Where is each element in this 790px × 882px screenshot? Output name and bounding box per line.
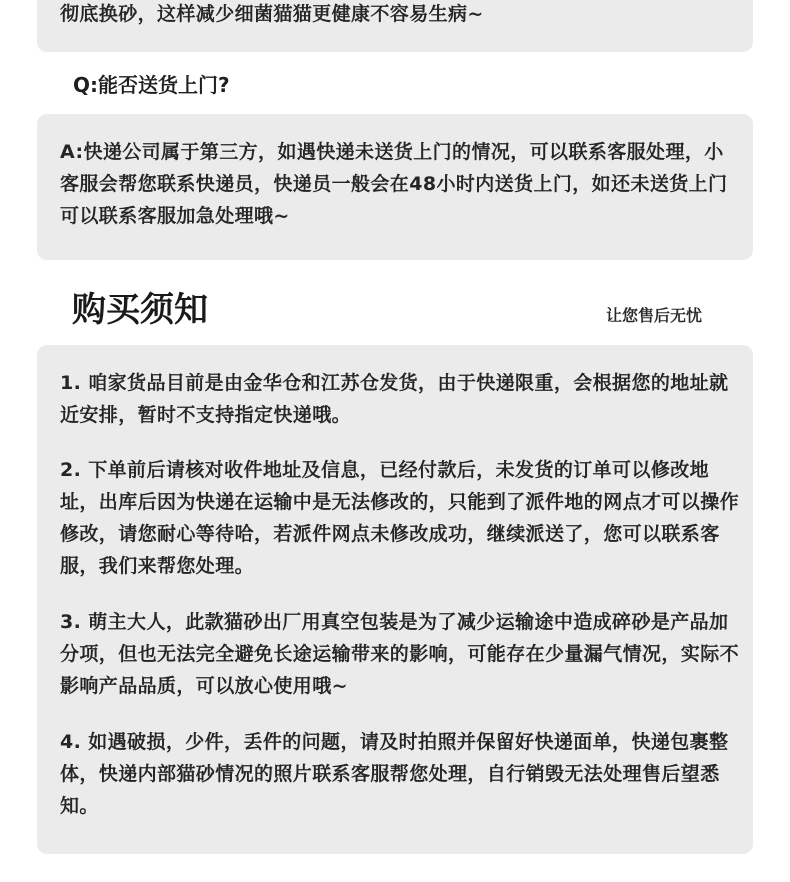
notice-item: 3. 萌主大人，此款猫砂出厂用真空包装是为了减少运输途中造成碎砂是产品加分项，但也无法完全避免长途运输带来的影响，可能存在少量漏气情况，实际不影响产品品质，可以放心使用哦~ xyxy=(60,611,740,697)
section-title: 购买须知 xyxy=(72,290,208,330)
faq-answer-card-previous xyxy=(37,0,753,52)
faq-question: Q:能否送货上门? xyxy=(73,73,230,97)
notice-item: 4. 如遇破损，少件，丢件的问题，请及时拍照并保留好快递面单，快递包裹整体，快递内部猫砂情况的照片联系客服帮您处理，自行销毁无法处理售后望悉知。 xyxy=(60,731,729,817)
faq-answer-text: 彻底换砂，这样减少细菌猫猫更健康不容易生病~ xyxy=(60,3,484,25)
notice-item: 1. 咱家货品目前是由金华仓和江苏仓发货，由于快递限重，会根据您的地址就近安排，暂时不支持指定快递哦。 xyxy=(60,372,729,426)
faq-answer-card xyxy=(37,114,753,260)
section-tagline: 让您售后无忧 xyxy=(606,306,703,325)
notice-item: 2. 下单前后请核对收件地址及信息，已经付款后，未发货的订单可以修改地址，出库后因为快递在运输中是无法修改的，只能到了派件地的网点才可以操作修改，请您耐心等待哈，若派件网点未修改成功，继续派送了，您可以联系客服，我们来帮您处理。 xyxy=(60,459,740,577)
purchase-notice-card xyxy=(37,345,753,854)
faq-answer-text: A:快递公司属于第三方，如遇快递未送货上门的情况，可以联系客服处理，小客服会帮您联系快递员，快递员一般会在48小时内送货上门，如还未送货上门可以联系客服加急处理哦~ xyxy=(60,141,728,227)
